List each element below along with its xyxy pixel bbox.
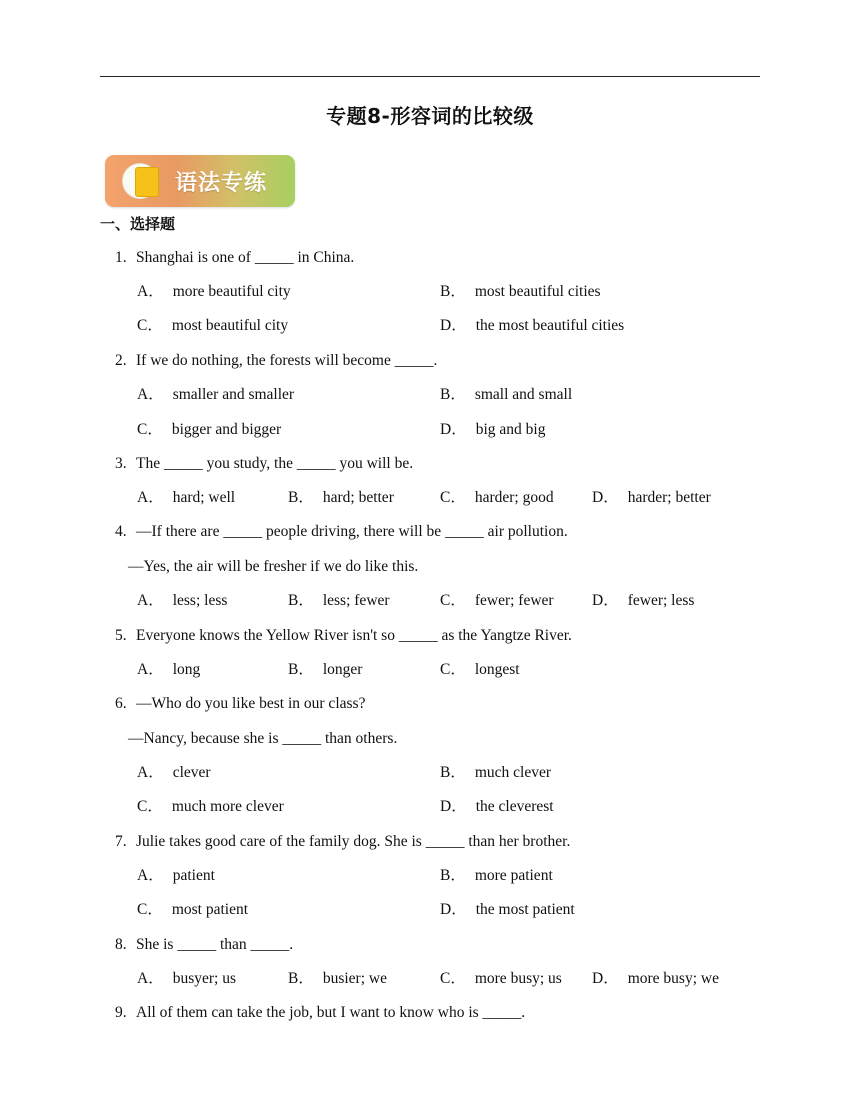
option-1d[interactable] bbox=[440, 316, 624, 336]
question-2 bbox=[115, 351, 437, 371]
section-heading: 一、选择题 bbox=[100, 215, 176, 233]
option-text: much more clever bbox=[171, 798, 284, 815]
option-letter: D． bbox=[592, 592, 619, 609]
question-stem: The _____ you study, the _____ you will be. bbox=[136, 455, 414, 472]
option-letter: C． bbox=[137, 421, 163, 438]
option-5a[interactable] bbox=[137, 660, 200, 680]
option-8b[interactable] bbox=[288, 969, 387, 989]
option-letter: A． bbox=[137, 867, 164, 884]
option-text: most beautiful cities bbox=[474, 283, 601, 300]
option-text: big and big bbox=[475, 421, 546, 438]
question-4-reply: —Yes, the air will be fresher if we do like this. bbox=[128, 558, 419, 575]
question-stem: She is _____ than _____. bbox=[136, 936, 294, 953]
option-letter: B． bbox=[440, 386, 466, 403]
option-text: clever bbox=[172, 764, 211, 781]
option-2b[interactable] bbox=[440, 385, 572, 405]
option-6c[interactable] bbox=[137, 797, 284, 817]
option-text: longest bbox=[474, 661, 520, 678]
question-7 bbox=[115, 832, 570, 852]
question-number: 4. bbox=[115, 523, 127, 540]
option-text: the cleverest bbox=[475, 798, 554, 815]
option-8d[interactable] bbox=[592, 969, 719, 989]
grammar-practice-banner bbox=[105, 155, 295, 207]
option-2c[interactable] bbox=[137, 420, 281, 440]
option-letter: A． bbox=[137, 592, 164, 609]
option-7d[interactable] bbox=[440, 900, 575, 920]
option-letter: A． bbox=[137, 283, 164, 300]
option-text: long bbox=[172, 661, 201, 678]
option-letter: C． bbox=[440, 661, 466, 678]
option-7c[interactable] bbox=[137, 900, 248, 920]
option-1b[interactable] bbox=[440, 282, 601, 302]
question-1 bbox=[115, 248, 354, 268]
option-6a[interactable] bbox=[137, 763, 211, 783]
option-letter: C． bbox=[440, 592, 466, 609]
option-3c[interactable] bbox=[440, 488, 554, 508]
option-text: much clever bbox=[474, 764, 552, 781]
question-6 bbox=[115, 694, 365, 714]
question-stem: Shanghai is one of _____ in China. bbox=[136, 249, 355, 266]
option-text: more patient bbox=[474, 867, 553, 884]
page-title: 专题8-形容词的比较级 bbox=[326, 104, 534, 128]
option-7a[interactable] bbox=[137, 866, 215, 886]
option-text: most patient bbox=[171, 901, 249, 918]
option-3d[interactable] bbox=[592, 488, 711, 508]
option-letter: C． bbox=[137, 901, 163, 918]
option-letter: B． bbox=[288, 489, 314, 506]
option-text: the most beautiful cities bbox=[475, 317, 625, 334]
option-letter: D． bbox=[592, 970, 619, 987]
option-text: harder; better bbox=[627, 489, 711, 506]
option-text: patient bbox=[172, 867, 215, 884]
question-6-reply: —Nancy, because she is _____ than others. bbox=[128, 730, 398, 747]
option-text: bigger and bigger bbox=[171, 421, 282, 438]
option-3b[interactable] bbox=[288, 488, 394, 508]
option-letter: B． bbox=[440, 283, 466, 300]
option-4c[interactable] bbox=[440, 591, 554, 611]
question-stem: —Who do you like best in our class? bbox=[136, 695, 366, 712]
option-text: more busy; us bbox=[474, 970, 562, 987]
question-number: 7. bbox=[115, 833, 127, 850]
option-letter: A． bbox=[137, 386, 164, 403]
question-stem: Julie takes good care of the family dog. She is _____ than her brother. bbox=[136, 833, 571, 850]
option-letter: B． bbox=[440, 764, 466, 781]
question-3 bbox=[115, 454, 413, 474]
notebook-icon bbox=[135, 167, 159, 197]
option-letter: B． bbox=[440, 867, 466, 884]
option-text: less; fewer bbox=[322, 592, 390, 609]
option-text: harder; good bbox=[474, 489, 554, 506]
option-text: small and small bbox=[474, 386, 573, 403]
option-letter: A． bbox=[137, 970, 164, 987]
option-8c[interactable] bbox=[440, 969, 562, 989]
option-4a[interactable] bbox=[137, 591, 227, 611]
option-text: busyer; us bbox=[172, 970, 236, 987]
option-text: hard; better bbox=[322, 489, 394, 506]
question-stem: Everyone knows the Yellow River isn't so _____ as the Yangtze River. bbox=[136, 627, 572, 644]
question-number: 8. bbox=[115, 936, 127, 953]
question-number: 2. bbox=[115, 352, 127, 369]
question-number: 1. bbox=[115, 249, 127, 266]
option-6b[interactable] bbox=[440, 763, 551, 783]
option-letter: D． bbox=[440, 317, 467, 334]
option-text: the most patient bbox=[475, 901, 575, 918]
question-number: 5. bbox=[115, 627, 127, 644]
option-letter: A． bbox=[137, 661, 164, 678]
option-letter: A． bbox=[137, 489, 164, 506]
question-stem: —If there are _____ people driving, there will be _____ air pollution. bbox=[136, 523, 568, 540]
option-6d[interactable] bbox=[440, 797, 554, 817]
option-letter: B． bbox=[288, 970, 314, 987]
question-8 bbox=[115, 935, 293, 955]
option-text: longer bbox=[322, 661, 363, 678]
option-text: busier; we bbox=[322, 970, 387, 987]
question-number: 3. bbox=[115, 455, 127, 472]
option-2d[interactable] bbox=[440, 420, 545, 440]
option-4b[interactable] bbox=[288, 591, 390, 611]
question-stem: If we do nothing, the forests will become _____. bbox=[136, 352, 438, 369]
option-letter: D． bbox=[440, 798, 467, 815]
option-text: hard; well bbox=[172, 489, 236, 506]
option-text: more beautiful city bbox=[172, 283, 291, 300]
option-7b[interactable] bbox=[440, 866, 553, 886]
option-1a[interactable] bbox=[137, 282, 291, 302]
option-letter: C． bbox=[440, 489, 466, 506]
option-letter: B． bbox=[288, 661, 314, 678]
question-number: 6. bbox=[115, 695, 127, 712]
option-text: fewer; less bbox=[627, 592, 695, 609]
option-text: smaller and smaller bbox=[172, 386, 295, 403]
option-1c[interactable] bbox=[137, 316, 288, 336]
option-text: more busy; we bbox=[627, 970, 719, 987]
option-text: fewer; fewer bbox=[474, 592, 554, 609]
question-number: 9. bbox=[115, 1004, 127, 1021]
header-rule bbox=[100, 76, 760, 77]
option-5b[interactable] bbox=[288, 660, 362, 680]
option-2a[interactable] bbox=[137, 385, 294, 405]
option-letter: A． bbox=[137, 764, 164, 781]
option-letter: B． bbox=[288, 592, 314, 609]
option-4d[interactable] bbox=[592, 591, 694, 611]
option-letter: C． bbox=[137, 798, 163, 815]
question-4 bbox=[115, 522, 568, 542]
option-3a[interactable] bbox=[137, 488, 235, 508]
banner-label: 语法专练 bbox=[175, 171, 268, 196]
option-8a[interactable] bbox=[137, 969, 236, 989]
option-text: less; less bbox=[172, 592, 228, 609]
question-stem: All of them can take the job, but I want to know who is _____. bbox=[136, 1004, 526, 1021]
option-letter: C． bbox=[137, 317, 163, 334]
option-letter: D． bbox=[440, 901, 467, 918]
option-letter: D． bbox=[592, 489, 619, 506]
question-5 bbox=[115, 626, 572, 646]
option-letter: D． bbox=[440, 421, 467, 438]
option-5c[interactable] bbox=[440, 660, 520, 680]
option-letter: C． bbox=[440, 970, 466, 987]
option-text: most beautiful city bbox=[171, 317, 289, 334]
question-9 bbox=[115, 1003, 525, 1023]
